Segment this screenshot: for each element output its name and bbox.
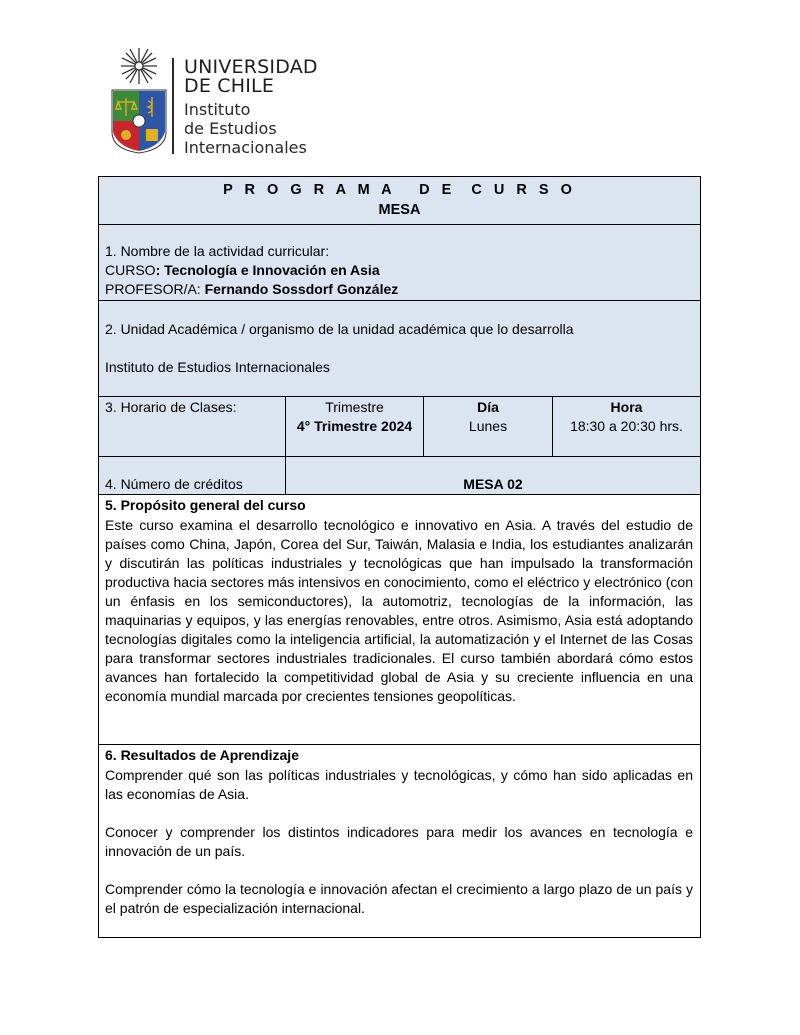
credits-value-cell (286, 457, 700, 494)
learning-outcome-item: Comprender qué son las políticas industriales y tecnológicas, y cómo han sido aplicadas en las economías de Asia. (105, 767, 693, 802)
credits-row (99, 456, 700, 494)
logo-text (184, 58, 318, 157)
term-cell (286, 397, 423, 456)
credits-value: MESA 02 (463, 476, 523, 492)
logo-line-de-chile: DE CHILE (184, 75, 275, 97)
learning-outcomes-section (99, 744, 700, 937)
program-subtitle: MESA (378, 202, 421, 218)
logo-line-de-estudios: de Estudios (184, 119, 277, 138)
logo-line-universidad: UNIVERSIDAD (184, 56, 318, 78)
activity-name-row (99, 224, 700, 300)
term-label: Trimestre (325, 399, 384, 415)
course-prefix: CURSO (105, 262, 156, 278)
learning-outcome-item: Comprender cómo la tecnología e innovación afectan el crecimiento a largo plazo de un país y el patrón de especialización internacional. (105, 881, 693, 916)
program-title: P R O G R A M A D E C U R S O (223, 182, 576, 198)
schedule-row (99, 396, 700, 456)
academic-unit-label: 2. Unidad Académica / organismo de la unidad académica que lo desarrolla (105, 321, 574, 337)
university-crest-icon (108, 46, 170, 156)
day-label: Día (477, 399, 499, 415)
professor-line (105, 281, 398, 297)
professor-prefix: PROFESOR/A: (105, 281, 205, 297)
day-cell (424, 397, 552, 456)
purpose-heading: 5. Propósito general del curso (105, 497, 306, 513)
activity-name-label: 1. Nombre de la actividad curricular: (105, 243, 330, 259)
course-name: : Tecnología e Innovación en Asia (155, 262, 380, 278)
academic-unit-value: Instituto de Estudios Internacionales (105, 359, 330, 375)
hour-cell (553, 397, 700, 456)
logo-line-instituto: Instituto (184, 100, 251, 119)
schedule-label: 3. Horario de Clases: (105, 399, 237, 415)
day-value: Lunes (468, 418, 508, 434)
term-value: 4° Trimestre 2024 (296, 418, 413, 434)
credits-label-cell (99, 457, 285, 494)
learning-outcomes-heading: 6. Resultados de Aprendizaje (105, 747, 299, 763)
hour-value: 18:30 a 20:30 hrs. (570, 418, 683, 434)
learning-outcome-item: Conocer y comprender los distintos indicadores para medir los avances en tecnología e innovación de un país. (105, 824, 693, 859)
university-logo (108, 46, 338, 160)
purpose-body: Este curso examina el desarrollo tecnológico e innovativo en Asia. A través del estudio de países como China, Japón, Corea del Sur, Taiwán, Malasia e India, los estudiantes analizarán y discutirán las políticas industriales y tecnológicas que han impulsado la transformación productiva hacia sectores más intensivos en conocimiento, como el eléctrico y electrónico (con un énfasis en los semiconductores), la automotriz, tecnologías de la información, las maquinarias y equipos, y las energías renovables, entre otros. Asimismo, Asia está adoptando tecnologías digitales como la inteligencia artificial, la automatización y el Internet de las Cosas para transformar sectores industriales tradicionales. El curso también abordará cómo estos avances han fortalecido la competitividad global de Asia y su creciente influencia en una economía mundial marcada por crecientes tensiones geopolíticas. (105, 517, 693, 704)
course-line (105, 262, 380, 278)
academic-unit-row (99, 300, 700, 396)
schedule-label-cell (99, 397, 285, 456)
professor-name: Fernando Sossdorf González (204, 281, 399, 297)
course-program-table (98, 176, 701, 938)
credits-label: 4. Número de créditos (105, 476, 243, 492)
program-title-row (99, 177, 700, 224)
logo-divider (172, 58, 174, 154)
purpose-section (99, 494, 700, 744)
hour-label: Hora (610, 399, 643, 415)
logo-line-internacionales: Internacionales (184, 138, 307, 157)
